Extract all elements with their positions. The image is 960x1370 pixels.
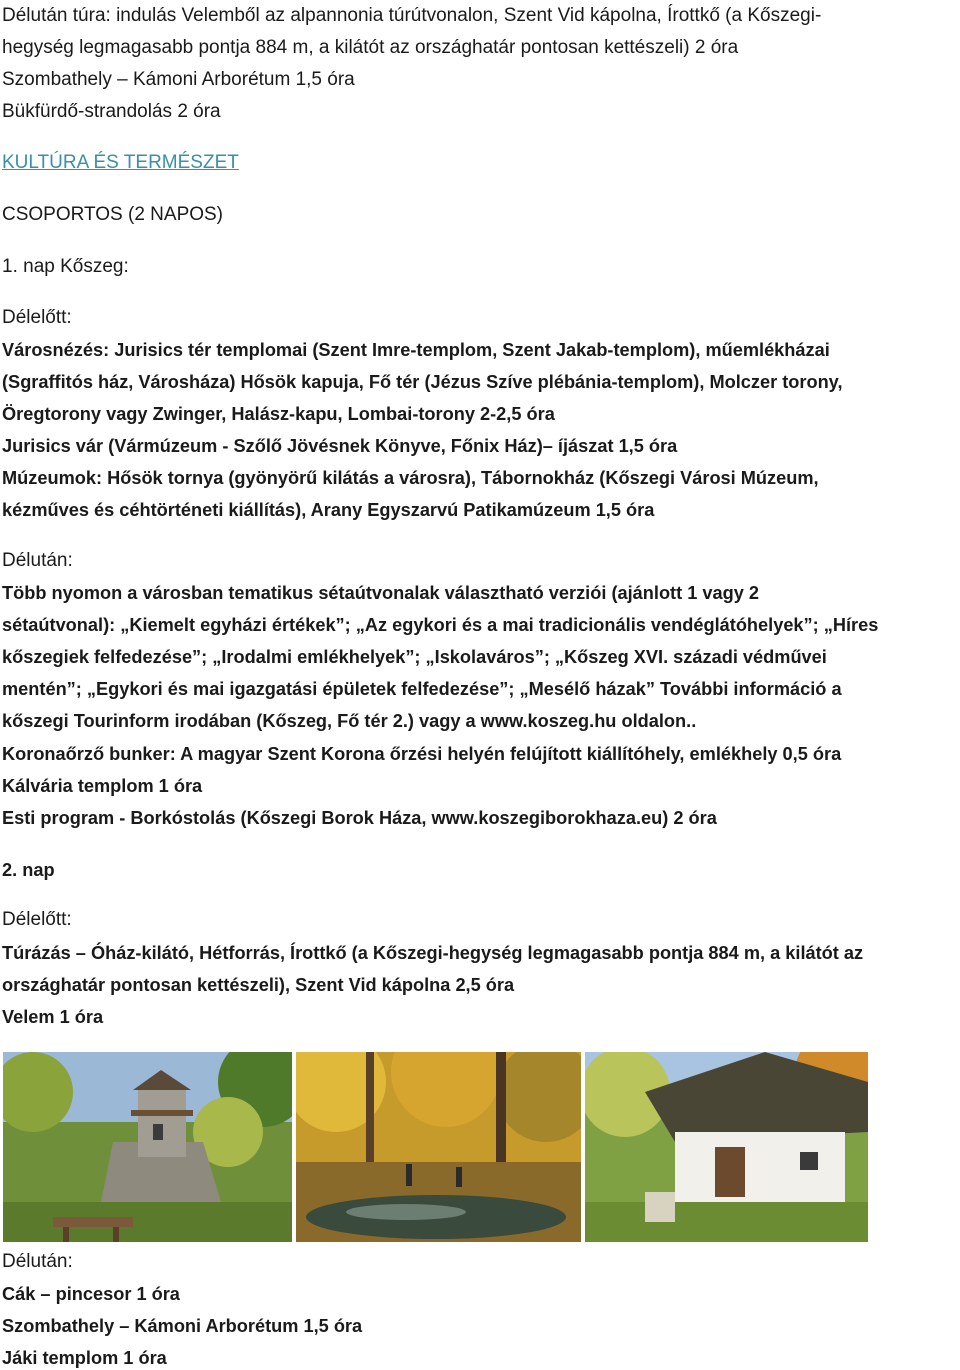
- photo-tower: [3, 1052, 292, 1242]
- photo-forest-stream: [296, 1052, 581, 1242]
- day1-morning-line: Múzeumok: Hősök tornya (gyönyörű kilátás a városra), Tábornokház (Kőszegi Városi Múzeum,: [2, 468, 819, 488]
- tour-line-2: hegység legmagasabb pontja 884 m, a kilátót az országhatár pontosan kettészeli) 2 óra: [2, 37, 739, 58]
- day1-morning-line: (Sgraffitós ház, Városháza) Hősök kapuja, Fő tér (Jézus Szíve plébánia-templom), Molczer torony,: [2, 372, 843, 392]
- day2-morning-line: Túrázás – Óház-kilátó, Hétforrás, Írottkő (a Kőszegi-hegység legmagasabb pontja 884 m, a kilátót az: [2, 943, 864, 963]
- day2-afternoon-label: Délután:: [2, 1251, 73, 1272]
- day1-afternoon-line: sétaútvonal): „Kiemelt egyházi értékek”; „Az egykori és a mai tradicionális vendéglátóhelyek”; „Híres: [2, 615, 879, 635]
- day2-morning-line: országhatár pontosan kettészeli), Szent Vid kápolna 2,5 óra: [2, 975, 515, 995]
- day1-afternoon-line: mentén”; „Egykori és mai igazgatási épületek felfedezése”; „Mesélő házak” További információ a: [2, 679, 842, 699]
- day1-afternoon-line: kőszegi Tourinform irodában (Kőszeg, Fő tér 2.) vagy a www.koszeg.hu oldalon..: [2, 711, 697, 731]
- day1-morning-label: Délelőtt:: [2, 307, 72, 328]
- day2-afternoon-line: Cák – pincesor 1 óra: [2, 1284, 180, 1304]
- day1-afternoon-line: Több nyomon a városban tematikus sétaútvonalak választható verziói (ajánlott 1 vagy 2: [2, 583, 760, 603]
- day2-title: 2. nap: [2, 860, 55, 880]
- day1-afternoon-line: Koronaőrző bunker: A magyar Szent Korona őrzési helyén felújított kiállítóhely, emlékhely 0,5 óra: [2, 744, 842, 764]
- day1-morning-line: Városnézés: Jurisics tér templomai (Szent Imre-templom, Szent Jakab-templom), műemlékházai: [2, 340, 830, 360]
- day2-morning-line: Velem 1 óra: [2, 1007, 104, 1027]
- house-image: [585, 1052, 868, 1242]
- group-label: CSOPORTOS (2 NAPOS): [2, 204, 224, 225]
- forest-image: [296, 1052, 581, 1242]
- day1-morning-line: kézműves és céhtörténeti kiállítás), Arany Egyszarvú Patikamúzeum 1,5 óra: [2, 500, 655, 520]
- photo-white-house: [585, 1052, 868, 1242]
- day2-morning-label: Délelőtt:: [2, 909, 72, 930]
- day1-afternoon-label: Délután:: [2, 550, 73, 571]
- day1-afternoon-line: Kálvária templom 1 óra: [2, 776, 203, 796]
- day1-afternoon-line: kőszegiek felfedezése”; „Irodalmi emlékhelyek”; „Iskolaváros”; „Kőszeg XVI. századi védművei: [2, 647, 827, 667]
- tour-line-3: Szombathely – Kámoni Arborétum 1,5 óra: [2, 69, 355, 90]
- tour-line-4: Bükfürdő-strandolás 2 óra: [2, 101, 221, 122]
- tour-line-1: Délután túra: indulás Velemből az alpannonia túrútvonalon, Szent Vid kápolna, Írottkő (a Kőszegi-: [2, 5, 822, 26]
- section-heading-link[interactable]: KULTÚRA ÉS TERMÉSZET: [2, 152, 239, 173]
- tower-image: [3, 1052, 292, 1242]
- day1-afternoon-line: Esti program - Borkóstolás (Kőszegi Borok Háza, www.koszegiborokhaza.eu) 2 óra: [2, 808, 717, 828]
- day2-afternoon-line: Jáki templom 1 óra: [2, 1348, 167, 1368]
- day1-title: 1. nap Kőszeg:: [2, 256, 129, 277]
- day1-morning-line: Öregtorony vagy Zwinger, Halász-kapu, Lombai-torony 2-2,5 óra: [2, 404, 555, 424]
- day1-morning-line: Jurisics vár (Vármúzeum - Szőlő Jövésnek Könyve, Főnix Ház)– íjászat 1,5 óra: [2, 436, 678, 456]
- day2-afternoon-line: Szombathely – Kámoni Arborétum 1,5 óra: [2, 1316, 363, 1336]
